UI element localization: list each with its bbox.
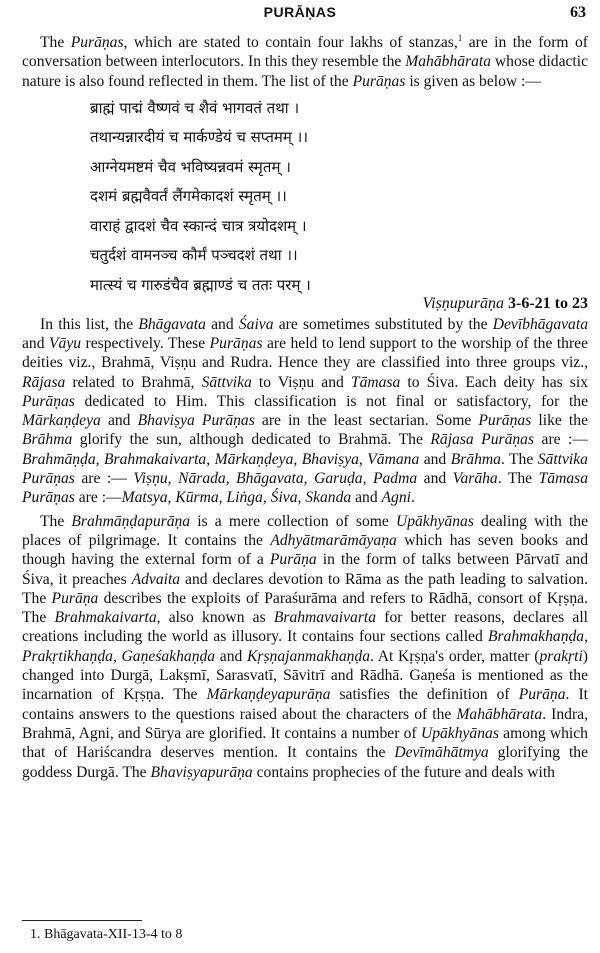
verse-line: आग्नेयमष्टमं चैव भविष्यन्नवमं स्मृतम् । bbox=[90, 157, 291, 176]
text-run: satisfies the definition of bbox=[330, 686, 519, 704]
verse-line: दशमं ब्रह्मवैवर्तं लैंगमेकादशं स्मृतम् ।। bbox=[90, 187, 287, 206]
italic-term: Purāṇas bbox=[352, 72, 406, 90]
italic-term: Devībhāgavata bbox=[492, 315, 588, 333]
footnote-marker: 1 bbox=[457, 32, 463, 43]
italic-term: Brahmavaivarta bbox=[273, 609, 377, 627]
italic-term: Purāṇa bbox=[269, 551, 317, 569]
italic-term: Mahābhārata bbox=[456, 705, 543, 723]
text-run: . At Kṛṣṇa's order, matter ( bbox=[370, 647, 540, 665]
italic-term: Purāṇa bbox=[518, 686, 566, 704]
citation-source: Viṣṇupurāṇa bbox=[422, 295, 505, 313]
text-run: ) changed into Durgā, Lakṣmī, Sarasvatī, Sāvitrī and Rādhā. Gaṇeśa is mentioned as the incarnation of Kṛṣṇa. The bbox=[22, 647, 588, 704]
italic-term: Purāṇas bbox=[70, 34, 124, 51]
footnote-text: Bhāgavata-XII-13-4 to 8 bbox=[40, 927, 183, 942]
paragraph-intro bbox=[22, 33, 588, 91]
text-run: are in the form of conversation between interlocutors. In this they resemble the bbox=[22, 34, 588, 71]
text-run: like the bbox=[531, 412, 588, 430]
italic-term: Śaiva bbox=[238, 315, 274, 333]
text-run: . bbox=[410, 489, 415, 507]
sanskrit-verse bbox=[90, 94, 588, 301]
verse-line: वाराहं द्वादशं चैव स्कान्दं चात्र त्रयोदशम् । bbox=[90, 216, 307, 235]
italic-term: Viṣṇu, Nārada, Bhāgavata, Garuḍa, Padma bbox=[133, 470, 418, 488]
footnote-number: 1. bbox=[30, 927, 41, 942]
text-run: are sometimes substituted by the bbox=[273, 315, 493, 333]
text-run: and bbox=[351, 489, 382, 507]
italic-term: Varāha bbox=[452, 470, 498, 488]
text-run: related to Brahmā, bbox=[65, 373, 202, 391]
text-run: dealing with the places of pilgrimage. It contains the bbox=[22, 512, 588, 549]
italic-term: Bhāgavata bbox=[138, 315, 206, 333]
text-run: and bbox=[215, 647, 247, 665]
italic-term: Mahābhārata bbox=[405, 53, 491, 71]
text-run: , which are stated to contain four lakhs of stanzas, bbox=[123, 34, 458, 51]
italic-term: Tāmasa bbox=[350, 373, 401, 391]
italic-term: Brahmakhaṇḍa, Prakṛtikhaṇḍa, Gaṇeśakhaṇḍa bbox=[22, 628, 588, 665]
italic-term: Brāhma bbox=[450, 450, 501, 468]
italic-term: Purāṇas bbox=[209, 334, 263, 352]
italic-term: prakṛti bbox=[539, 647, 583, 665]
page-number: 63 bbox=[570, 4, 586, 21]
italic-term: Adhyātmarāmāyaṇa bbox=[270, 531, 397, 549]
text-run: which has seven books and though having the external form of a bbox=[22, 531, 588, 569]
italic-term: Brahmakaivarta bbox=[54, 609, 157, 627]
italic-term: Sāttvika Purāṇas bbox=[22, 450, 588, 488]
text-run: , also known as bbox=[156, 609, 274, 627]
footnote-divider bbox=[22, 920, 142, 921]
text-run: whose didactic nature is also found reflected in them. The list of the bbox=[22, 53, 588, 90]
text-run: and bbox=[100, 412, 138, 430]
italic-term: Matsya, Kūrma, Liṅga, Śiva, Skanda bbox=[121, 489, 352, 507]
text-run: glorifying the goddess Durgā. The bbox=[22, 744, 588, 781]
italic-term: Upākhyānas bbox=[420, 724, 499, 742]
italic-term: Bhaviṣya Purāṇas bbox=[137, 412, 255, 430]
text-run: respectively. These bbox=[81, 334, 210, 352]
text-run: glorify the sun, although dedicated to Brahmā. The bbox=[72, 431, 431, 449]
text-run: and declares devotion to Rāma as the path leading to salvation. The bbox=[22, 570, 588, 607]
italic-term: Agni bbox=[381, 489, 411, 507]
italic-term: Sāttvika bbox=[201, 373, 252, 391]
text-run: to Śiva. Each deity has six bbox=[400, 373, 588, 391]
text-run: The bbox=[40, 512, 72, 530]
italic-term: Devīmāhātmya bbox=[394, 744, 489, 762]
text-run: describes the exploits of Paraśurāma and refers to Rādhā, consort of Kṛṣṇa. The bbox=[22, 589, 588, 627]
paragraph-descriptions bbox=[22, 512, 588, 782]
text-run: are in the least sectarian. Some bbox=[254, 412, 479, 430]
text-run: are :— bbox=[74, 470, 134, 488]
text-run: and bbox=[419, 450, 451, 468]
text-run: to Viṣṇu and bbox=[251, 373, 351, 391]
text-run: and bbox=[417, 470, 453, 488]
verse-line: चतुर्दशं वामनञ्च कौर्मं पञ्चदशं तथा ।। bbox=[90, 246, 298, 265]
running-head bbox=[0, 4, 600, 24]
running-head-title: PURĀṆAS bbox=[263, 4, 337, 20]
text-run: are :— bbox=[74, 489, 122, 507]
text-run: is given as below :— bbox=[405, 72, 541, 90]
text-run: The bbox=[40, 34, 71, 51]
text-run: . The bbox=[500, 450, 538, 468]
footnote bbox=[30, 927, 182, 943]
text-run: are held to lend support to the worship of the three deities viz., Brahmā, Viṣṇu and Rudra. Hence they are classified into three groups viz., bbox=[22, 334, 589, 372]
italic-term: Kṛṣṇajanmakhaṇḍa bbox=[247, 647, 371, 665]
italic-term: Rājasa Purāṇas bbox=[430, 431, 535, 449]
italic-term: Mārkaṇḍeya bbox=[22, 412, 101, 430]
italic-term: Vāyu bbox=[49, 334, 82, 352]
text-run: and bbox=[205, 315, 239, 333]
text-run: . The bbox=[497, 470, 539, 488]
text-run: In this list, the bbox=[40, 315, 139, 333]
italic-term: Brāhma bbox=[22, 431, 73, 449]
text-run: dedicated to Him. This classification is not final or satisfactory, for the bbox=[74, 392, 588, 410]
italic-term: Rājasa bbox=[22, 373, 66, 391]
verse-line: ब्राह्मं पाद्मं वैष्णवं च शैवं भागवतं तथा । bbox=[90, 98, 300, 117]
text-run: contains prophecies of the future and deals with bbox=[252, 763, 555, 781]
italic-term: Bhaviṣyapurāṇa bbox=[150, 763, 253, 781]
text-run: is a mere collection of some bbox=[190, 512, 396, 530]
italic-term: Purāṇa bbox=[51, 589, 99, 607]
italic-term: Upākhyānas bbox=[395, 512, 474, 530]
body-text bbox=[22, 33, 588, 782]
italic-term: Brahmāṇḍa, Brahmakaivarta, Mārkaṇḍeya, Bhaviṣya, Vāmana bbox=[22, 450, 420, 468]
italic-term: Tāmasa Purāṇas bbox=[22, 470, 588, 507]
paragraph-classification bbox=[22, 315, 588, 508]
verse-line: तथान्यन्नारदीयं च मार्कण्डेयं च सप्तमम् ।। bbox=[90, 128, 309, 147]
citation-reference: 3-6-21 to 23 bbox=[504, 295, 588, 313]
text-run: . It contains answers to the questions raised about the characters of the bbox=[22, 686, 589, 723]
italic-term: Brahmāṇḍapurāṇa bbox=[71, 512, 191, 530]
italic-term: Mārkaṇḍeyapurāṇa bbox=[206, 686, 331, 704]
text-run: and bbox=[22, 334, 49, 352]
text-run: . Indra, Brahmā, Agni, and Sūrya are glorified. It contains a number of bbox=[22, 705, 588, 742]
text-run: among which that of Hariścandra deserves mention. It contains the bbox=[22, 724, 588, 762]
text-run: in the form of talks between Pārvatī and Śiva, it preaches bbox=[22, 551, 588, 588]
text-run: are :— bbox=[534, 431, 588, 449]
italic-term: Purāṇas bbox=[22, 392, 75, 410]
italic-term: Advaita bbox=[131, 570, 181, 588]
verse-line: मात्स्यं च गारुडंचैव ब्रह्माण्डं च ततः परम् । bbox=[90, 275, 311, 294]
text-run: for better reasons, declares all creations including the world as illusory. It contains four sections called bbox=[22, 609, 588, 646]
italic-term: Purāṇas bbox=[478, 412, 532, 430]
